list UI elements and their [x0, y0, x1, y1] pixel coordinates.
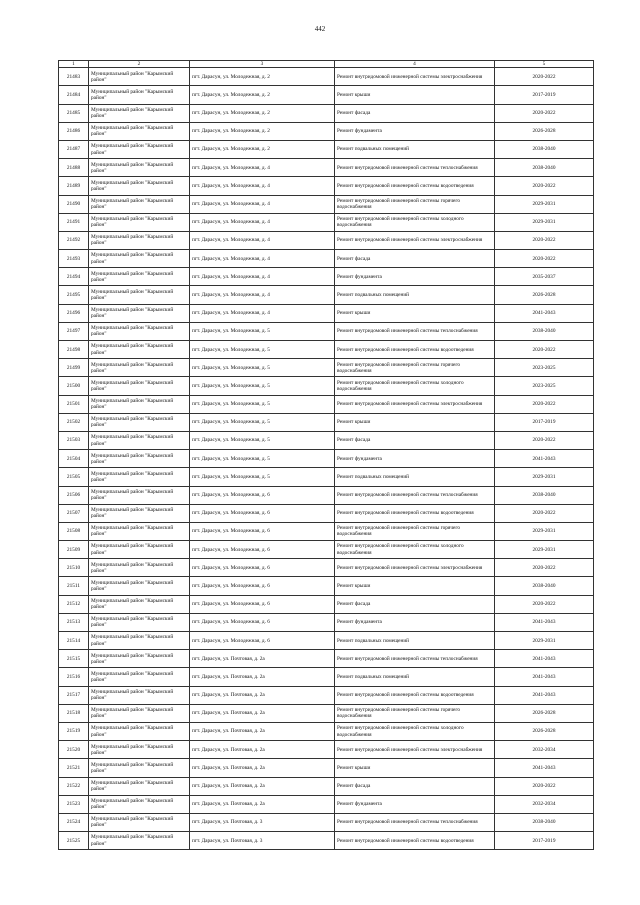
municipality-cell: Муниципальный район "Карымский район": [89, 86, 190, 104]
period-cell: 2026-2028: [495, 704, 594, 722]
address-cell: пгт. Дарасун, ул. Молодежная, д. 4: [190, 286, 335, 304]
work-type-cell: Ремонт внутридомовой инженерной системы водоотведения: [335, 832, 495, 850]
work-type-cell: Ремонт внутридомовой инженерной системы электроснабжения: [335, 231, 495, 249]
address-cell: пгт. Дарасун, ул. Почтовая, д. 3: [190, 832, 335, 850]
address-cell: пгт. Дарасун, ул. Молодежная, д. 5: [190, 377, 335, 395]
address-cell: пгт. Дарасун, ул. Молодежная, д. 6: [190, 632, 335, 650]
row-number-cell: 21521: [59, 759, 89, 777]
table-row: [59, 577, 594, 595]
municipality-cell: Муниципальный район "Карымский район": [89, 122, 190, 140]
address-cell: пгт. Дарасун, ул. Почтовая, д. 2а: [190, 741, 335, 759]
row-number-cell: 21485: [59, 104, 89, 122]
address-cell: пгт. Дарасун, ул. Молодежная, д. 2: [190, 86, 335, 104]
row-number-cell: 21515: [59, 650, 89, 668]
row-number-cell: 21523: [59, 795, 89, 813]
address-cell: пгт. Дарасун, ул. Молодежная, д. 4: [190, 195, 335, 213]
period-cell: 2029-2031: [495, 195, 594, 213]
work-type-cell: Ремонт внутридомовой инженерной системы холодного водоснабжения: [335, 541, 495, 559]
period-cell: 2017-2019: [495, 832, 594, 850]
work-type-cell: Ремонт внутридомовой инженерной системы горячего водоснабжения: [335, 195, 495, 213]
table-row: [59, 68, 594, 86]
page-number: 442: [314, 25, 326, 33]
period-cell: 2020-2022: [495, 431, 594, 449]
address-cell: пгт. Дарасун, ул. Молодежная, д. 5: [190, 395, 335, 413]
table-row: [59, 122, 594, 140]
address-cell: пгт. Дарасун, ул. Почтовая, д. 2а: [190, 650, 335, 668]
municipality-cell: Муниципальный район "Карымский район": [89, 195, 190, 213]
work-type-cell: Ремонт внутридомовой инженерной системы теплоснабжения: [335, 159, 495, 177]
period-cell: 2020-2022: [495, 250, 594, 268]
work-type-cell: Ремонт внутридомовой инженерной системы холодного водоснабжения: [335, 213, 495, 231]
table-row: [59, 632, 594, 650]
work-type-cell: Ремонт внутридомовой инженерной системы электроснабжения: [335, 741, 495, 759]
period-cell: 2038-2040: [495, 577, 594, 595]
period-cell: 2041-2043: [495, 450, 594, 468]
table-row: [59, 268, 594, 286]
address-cell: пгт. Дарасун, ул. Молодежная, д. 4: [190, 177, 335, 195]
work-type-cell: Ремонт подвальных помещений: [335, 668, 495, 686]
address-cell: пгт. Дарасун, ул. Молодежная, д. 4: [190, 231, 335, 249]
work-type-cell: Ремонт внутридомовой инженерной системы водоотведения: [335, 504, 495, 522]
period-cell: 2026-2028: [495, 122, 594, 140]
table-row: [59, 486, 594, 504]
municipality-cell: Муниципальный район "Карымский район": [89, 104, 190, 122]
work-type-cell: Ремонт крыши: [335, 759, 495, 777]
header-col-1: 1: [59, 61, 89, 68]
municipality-cell: Муниципальный район "Карымский район": [89, 468, 190, 486]
address-cell: пгт. Дарасун, ул. Молодежная, д. 2: [190, 104, 335, 122]
table-row: [59, 213, 594, 231]
municipality-cell: Муниципальный район "Карымский район": [89, 68, 190, 86]
table-row: [59, 741, 594, 759]
row-number-cell: 21483: [59, 68, 89, 86]
table-row: [59, 231, 594, 249]
row-number-cell: 21511: [59, 577, 89, 595]
header-col-2: 2: [89, 61, 190, 68]
municipality-cell: Муниципальный район "Карымский район": [89, 250, 190, 268]
period-cell: 2029-2031: [495, 522, 594, 540]
row-number-cell: 21502: [59, 413, 89, 431]
table-row: [59, 468, 594, 486]
table-row: [59, 832, 594, 850]
work-type-cell: Ремонт фасада: [335, 595, 495, 613]
table-row: [59, 650, 594, 668]
row-number-cell: 21504: [59, 450, 89, 468]
address-cell: пгт. Дарасун, ул. Молодежная, д. 6: [190, 504, 335, 522]
municipality-cell: Муниципальный район "Карымский район": [89, 341, 190, 359]
municipality-cell: Муниципальный район "Карымский район": [89, 577, 190, 595]
row-number-cell: 21514: [59, 632, 89, 650]
period-cell: 2017-2019: [495, 86, 594, 104]
address-cell: пгт. Дарасун, ул. Молодежная, д. 5: [190, 413, 335, 431]
municipality-cell: Муниципальный район "Карымский район": [89, 595, 190, 613]
row-number-cell: 21494: [59, 268, 89, 286]
municipality-cell: Муниципальный район "Карымский район": [89, 704, 190, 722]
work-type-cell: Ремонт внутридомовой инженерной системы теплоснабжения: [335, 813, 495, 831]
address-cell: пгт. Дарасун, ул. Почтовая, д. 2а: [190, 759, 335, 777]
row-number-cell: 21498: [59, 341, 89, 359]
address-cell: пгт. Дарасун, ул. Молодежная, д. 6: [190, 613, 335, 631]
period-cell: 2041-2043: [495, 613, 594, 631]
row-number-cell: 21491: [59, 213, 89, 231]
table-row: [59, 140, 594, 158]
row-number-cell: 21493: [59, 250, 89, 268]
municipality-cell: Муниципальный район "Карымский район": [89, 741, 190, 759]
table-row: [59, 613, 594, 631]
address-cell: пгт. Дарасун, ул. Почтовая, д. 2а: [190, 777, 335, 795]
work-type-cell: Ремонт внутридомовой инженерной системы электроснабжения: [335, 559, 495, 577]
municipality-cell: Муниципальный район "Карымский район": [89, 431, 190, 449]
address-cell: пгт. Дарасун, ул. Молодежная, д. 6: [190, 541, 335, 559]
municipality-cell: Муниципальный район "Карымский район": [89, 286, 190, 304]
header-row: [59, 61, 594, 68]
work-type-cell: Ремонт внутридомовой инженерной системы теплоснабжения: [335, 486, 495, 504]
address-cell: пгт. Дарасун, ул. Молодежная, д. 5: [190, 450, 335, 468]
row-number-cell: 21495: [59, 286, 89, 304]
period-cell: 2020-2022: [495, 777, 594, 795]
table-row: [59, 595, 594, 613]
period-cell: 2020-2022: [495, 341, 594, 359]
row-number-cell: 21508: [59, 522, 89, 540]
work-type-cell: Ремонт фасада: [335, 431, 495, 449]
row-number-cell: 21507: [59, 504, 89, 522]
work-type-cell: Ремонт внутридомовой инженерной системы горячего водоснабжения: [335, 522, 495, 540]
period-cell: 2041-2043: [495, 650, 594, 668]
address-cell: пгт. Дарасун, ул. Молодежная, д. 2: [190, 122, 335, 140]
period-cell: 2017-2019: [495, 413, 594, 431]
table-row: [59, 359, 594, 377]
work-type-cell: Ремонт крыши: [335, 304, 495, 322]
table-row: [59, 704, 594, 722]
period-cell: 2020-2022: [495, 395, 594, 413]
period-cell: 2038-2040: [495, 486, 594, 504]
work-type-cell: Ремонт внутридомовой инженерной системы теплоснабжения: [335, 322, 495, 340]
period-cell: 2041-2043: [495, 759, 594, 777]
address-cell: пгт. Дарасун, ул. Почтовая, д. 2а: [190, 704, 335, 722]
period-cell: 2038-2040: [495, 159, 594, 177]
row-number-cell: 21516: [59, 668, 89, 686]
work-type-cell: Ремонт фундамента: [335, 268, 495, 286]
municipality-cell: Муниципальный район "Карымский район": [89, 522, 190, 540]
period-cell: 2038-2040: [495, 322, 594, 340]
period-cell: 2020-2022: [495, 177, 594, 195]
work-type-cell: Ремонт внутридомовой инженерной системы водоотведения: [335, 177, 495, 195]
header-col-3: 3: [190, 61, 335, 68]
row-number-cell: 21522: [59, 777, 89, 795]
table-row: [59, 504, 594, 522]
period-cell: 2041-2043: [495, 304, 594, 322]
municipality-cell: Муниципальный район "Карымский район": [89, 541, 190, 559]
period-cell: 2020-2022: [495, 231, 594, 249]
municipality-cell: Муниципальный район "Карымский район": [89, 177, 190, 195]
municipality-cell: Муниципальный район "Карымский район": [89, 813, 190, 831]
row-number-cell: 21490: [59, 195, 89, 213]
municipality-cell: Муниципальный район "Карымский район": [89, 777, 190, 795]
address-cell: пгт. Дарасун, ул. Молодежная, д. 5: [190, 431, 335, 449]
table-row: [59, 341, 594, 359]
row-number-cell: 21487: [59, 140, 89, 158]
work-type-cell: Ремонт фасада: [335, 250, 495, 268]
table-row: [59, 450, 594, 468]
row-number-cell: 21488: [59, 159, 89, 177]
table-row: [59, 813, 594, 831]
municipality-cell: Муниципальный район "Карымский район": [89, 722, 190, 740]
municipality-cell: Муниципальный район "Карымский район": [89, 304, 190, 322]
row-number-cell: 21518: [59, 704, 89, 722]
period-cell: 2041-2043: [495, 668, 594, 686]
municipality-cell: Муниципальный район "Карымский район": [89, 450, 190, 468]
row-number-cell: 21489: [59, 177, 89, 195]
header-col-4: 4: [335, 61, 495, 68]
work-type-cell: Ремонт подвальных помещений: [335, 468, 495, 486]
table-row: [59, 541, 594, 559]
work-type-cell: Ремонт крыши: [335, 413, 495, 431]
address-cell: пгт. Дарасун, ул. Почтовая, д. 2а: [190, 722, 335, 740]
row-number-cell: 21517: [59, 686, 89, 704]
address-cell: пгт. Дарасун, ул. Молодежная, д. 4: [190, 250, 335, 268]
row-number-cell: 21500: [59, 377, 89, 395]
work-type-cell: Ремонт внутридомовой инженерной системы электроснабжения: [335, 68, 495, 86]
municipality-cell: Муниципальный район "Карымский район": [89, 795, 190, 813]
row-number-cell: 21496: [59, 304, 89, 322]
municipality-cell: Муниципальный район "Карымский район": [89, 413, 190, 431]
work-type-cell: Ремонт крыши: [335, 577, 495, 595]
work-type-cell: Ремонт внутридомовой инженерной системы холодного водоснабжения: [335, 377, 495, 395]
municipality-cell: Муниципальный район "Карымский район": [89, 213, 190, 231]
period-cell: 2023-2025: [495, 377, 594, 395]
row-number-cell: 21513: [59, 613, 89, 631]
address-cell: пгт. Дарасун, ул. Молодежная, д. 4: [190, 213, 335, 231]
period-cell: 2023-2025: [495, 359, 594, 377]
municipality-cell: Муниципальный район "Карымский район": [89, 613, 190, 631]
header-col-5: 5: [495, 61, 594, 68]
address-cell: пгт. Дарасун, ул. Молодежная, д. 2: [190, 68, 335, 86]
table-row: [59, 759, 594, 777]
municipality-cell: Муниципальный район "Карымский район": [89, 140, 190, 158]
period-cell: 2020-2022: [495, 595, 594, 613]
address-cell: пгт. Дарасун, ул. Молодежная, д. 5: [190, 341, 335, 359]
table-row: [59, 159, 594, 177]
row-number-cell: 21484: [59, 86, 89, 104]
address-cell: пгт. Дарасун, ул. Молодежная, д. 4: [190, 159, 335, 177]
period-cell: 2029-2031: [495, 632, 594, 650]
municipality-cell: Муниципальный район "Карымский район": [89, 395, 190, 413]
address-cell: пгт. Дарасун, ул. Молодежная, д. 4: [190, 268, 335, 286]
row-number-cell: 21506: [59, 486, 89, 504]
period-cell: 2032-2034: [495, 795, 594, 813]
work-type-cell: Ремонт подвальных помещений: [335, 140, 495, 158]
work-type-cell: Ремонт внутридомовой инженерной системы горячего водоснабжения: [335, 359, 495, 377]
address-cell: пгт. Дарасун, ул. Молодежная, д. 4: [190, 304, 335, 322]
table-row: [59, 395, 594, 413]
table-row: [59, 177, 594, 195]
table-row: [59, 104, 594, 122]
municipality-cell: Муниципальный район "Карымский район": [89, 377, 190, 395]
work-type-cell: Ремонт внутридомовой инженерной системы водоотведения: [335, 341, 495, 359]
row-number-cell: 21499: [59, 359, 89, 377]
table-row: [59, 795, 594, 813]
table-row: [59, 195, 594, 213]
municipality-cell: Муниципальный район "Карымский район": [89, 359, 190, 377]
table-row: [59, 777, 594, 795]
table-row: [59, 522, 594, 540]
municipality-cell: Муниципальный район "Карымский район": [89, 650, 190, 668]
work-type-cell: Ремонт фундамента: [335, 613, 495, 631]
period-cell: 2020-2022: [495, 504, 594, 522]
address-cell: пгт. Дарасун, ул. Молодежная, д. 6: [190, 486, 335, 504]
work-type-cell: Ремонт внутридомовой инженерной системы горячего водоснабжения: [335, 704, 495, 722]
work-type-cell: Ремонт фундамента: [335, 122, 495, 140]
table-row: [59, 668, 594, 686]
row-number-cell: 21519: [59, 722, 89, 740]
period-cell: 2038-2040: [495, 813, 594, 831]
table-row: [59, 86, 594, 104]
period-cell: 2029-2031: [495, 468, 594, 486]
work-type-cell: Ремонт внутридомовой инженерной системы холодного водоснабжения: [335, 722, 495, 740]
municipality-cell: Муниципальный район "Карымский район": [89, 504, 190, 522]
municipality-cell: Муниципальный район "Карымский район": [89, 686, 190, 704]
work-type-cell: Ремонт фундамента: [335, 450, 495, 468]
municipality-cell: Муниципальный район "Карымский район": [89, 231, 190, 249]
row-number-cell: 21503: [59, 431, 89, 449]
row-number-cell: 21501: [59, 395, 89, 413]
address-cell: пгт. Дарасун, ул. Молодежная, д. 5: [190, 468, 335, 486]
work-type-cell: Ремонт крыши: [335, 86, 495, 104]
row-number-cell: 21505: [59, 468, 89, 486]
municipality-cell: Муниципальный район "Карымский район": [89, 668, 190, 686]
work-type-cell: Ремонт фундамента: [335, 795, 495, 813]
table-row: [59, 286, 594, 304]
row-number-cell: 21492: [59, 231, 89, 249]
work-type-cell: Ремонт внутридомовой инженерной системы электроснабжения: [335, 395, 495, 413]
address-cell: пгт. Дарасун, ул. Молодежная, д. 5: [190, 322, 335, 340]
municipality-cell: Муниципальный район "Карымский район": [89, 268, 190, 286]
work-type-cell: Ремонт фасада: [335, 104, 495, 122]
municipality-cell: Муниципальный район "Карымский район": [89, 559, 190, 577]
address-cell: пгт. Дарасун, ул. Почтовая, д. 2а: [190, 795, 335, 813]
municipality-cell: Муниципальный район "Карымский район": [89, 159, 190, 177]
address-cell: пгт. Дарасун, ул. Молодежная, д. 5: [190, 359, 335, 377]
period-cell: 2020-2022: [495, 104, 594, 122]
row-number-cell: 21497: [59, 322, 89, 340]
table-row: [59, 559, 594, 577]
table-row: [59, 686, 594, 704]
address-cell: пгт. Дарасун, ул. Молодежная, д. 6: [190, 577, 335, 595]
period-cell: 2038-2040: [495, 140, 594, 158]
address-cell: пгт. Дарасун, ул. Молодежная, д. 2: [190, 140, 335, 158]
repair-schedule-table: [58, 60, 594, 850]
row-number-cell: 21524: [59, 813, 89, 831]
address-cell: пгт. Дарасун, ул. Молодежная, д. 6: [190, 522, 335, 540]
table-row: [59, 377, 594, 395]
period-cell: 2032-2034: [495, 741, 594, 759]
period-cell: 2020-2022: [495, 559, 594, 577]
municipality-cell: Муниципальный район "Карымский район": [89, 632, 190, 650]
work-type-cell: Ремонт внутридомовой инженерной системы теплоснабжения: [335, 650, 495, 668]
table-row: [59, 431, 594, 449]
municipality-cell: Муниципальный район "Карымский район": [89, 832, 190, 850]
address-cell: пгт. Дарасун, ул. Почтовая, д. 2а: [190, 668, 335, 686]
period-cell: 2035-2037: [495, 268, 594, 286]
address-cell: пгт. Дарасун, ул. Молодежная, д. 6: [190, 559, 335, 577]
period-cell: 2029-2031: [495, 541, 594, 559]
table-row: [59, 722, 594, 740]
row-number-cell: 21525: [59, 832, 89, 850]
period-cell: 2020-2022: [495, 68, 594, 86]
period-cell: 2029-2031: [495, 213, 594, 231]
table-row: [59, 304, 594, 322]
period-cell: 2041-2043: [495, 686, 594, 704]
period-cell: 2026-2028: [495, 722, 594, 740]
address-cell: пгт. Дарасун, ул. Почтовая, д. 2а: [190, 686, 335, 704]
work-type-cell: Ремонт подвальных помещений: [335, 632, 495, 650]
table-row: [59, 413, 594, 431]
row-number-cell: 21510: [59, 559, 89, 577]
address-cell: пгт. Дарасун, ул. Молодежная, д. 6: [190, 595, 335, 613]
work-type-cell: Ремонт внутридомовой инженерной системы водоотведения: [335, 686, 495, 704]
work-type-cell: Ремонт подвальных помещений: [335, 286, 495, 304]
table-row: [59, 250, 594, 268]
period-cell: 2026-2028: [495, 286, 594, 304]
address-cell: пгт. Дарасун, ул. Почтовая, д. 3: [190, 813, 335, 831]
row-number-cell: 21512: [59, 595, 89, 613]
municipality-cell: Муниципальный район "Карымский район": [89, 486, 190, 504]
row-number-cell: 21520: [59, 741, 89, 759]
table-row: [59, 322, 594, 340]
municipality-cell: Муниципальный район "Карымский район": [89, 759, 190, 777]
municipality-cell: Муниципальный район "Карымский район": [89, 322, 190, 340]
row-number-cell: 21486: [59, 122, 89, 140]
work-type-cell: Ремонт фасада: [335, 777, 495, 795]
table-body: [59, 68, 594, 850]
row-number-cell: 21509: [59, 541, 89, 559]
